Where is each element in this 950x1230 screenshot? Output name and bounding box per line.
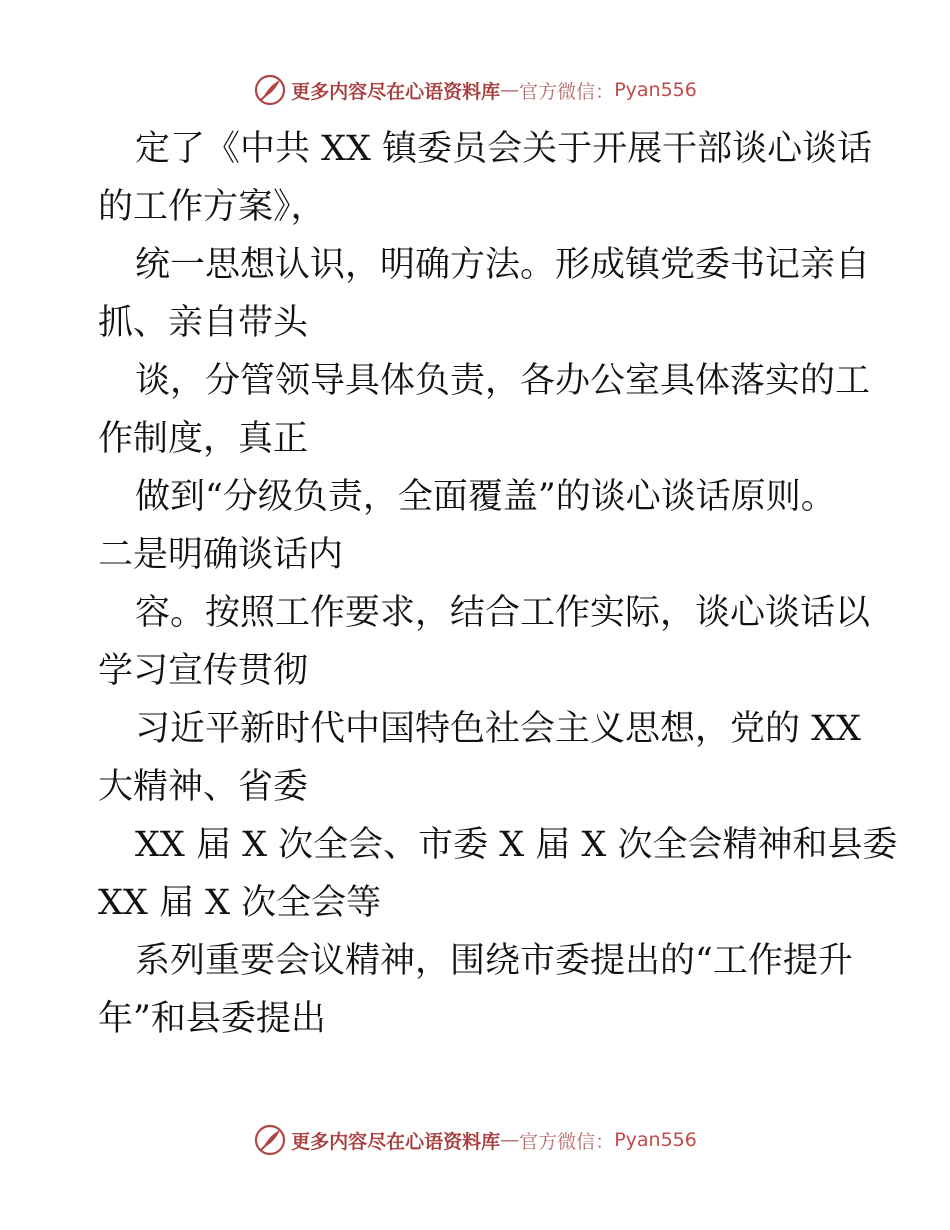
watermark-wechat-id: Pyan556 bbox=[614, 79, 697, 101]
paragraph bbox=[0, 700, 950, 816]
paragraph-line: 作制度，真正 bbox=[98, 419, 309, 459]
paragraph-line: 抓、亲自带头 bbox=[98, 303, 309, 343]
feather-pen-logo-icon bbox=[253, 73, 287, 107]
watermark-separator: — bbox=[500, 79, 520, 101]
paragraph bbox=[0, 352, 950, 468]
paragraph-line: 学习宣传贯彻 bbox=[98, 651, 309, 691]
paragraph bbox=[0, 816, 950, 932]
paragraph-line: XX 届 X 次全会、市委 X 届 X 次全会精神和县委 bbox=[135, 825, 898, 865]
paragraph-line: 二是明确谈话内 bbox=[98, 535, 344, 575]
watermark-separator: — bbox=[500, 1129, 520, 1151]
paragraph-line: 年”和县委提出 bbox=[98, 999, 326, 1039]
document-body bbox=[0, 120, 950, 1048]
footer-watermark bbox=[0, 1120, 950, 1160]
watermark-text: 更多内容尽在心语资料库 bbox=[291, 80, 501, 103]
paragraph-line: 系列重要会议精神，围绕市委提出的“工作提升 bbox=[135, 941, 853, 981]
paragraph-line: 大精神、省委 bbox=[98, 767, 309, 807]
header-watermark bbox=[0, 70, 950, 110]
paragraph-line: 谈，分管领导具体负责，各办公室具体落实的工 bbox=[135, 361, 871, 401]
watermark-wechat-id: Pyan556 bbox=[614, 1129, 697, 1151]
paragraph bbox=[0, 236, 950, 352]
paragraph-line: XX 届 X 次全会等 bbox=[98, 883, 382, 923]
paragraph-line: 定了《中共 XX 镇委员会关于开展干部谈心谈话 bbox=[135, 129, 873, 169]
paragraph bbox=[0, 120, 950, 236]
paragraph bbox=[0, 468, 950, 584]
watermark-label: 官方微信： bbox=[519, 1130, 615, 1153]
paragraph bbox=[0, 584, 950, 700]
paragraph-line: 统一思想认识，明确方法。形成镇党委书记亲自 bbox=[135, 245, 871, 285]
paragraph-line: 的工作方案》， bbox=[98, 187, 326, 227]
watermark-text: 更多内容尽在心语资料库 bbox=[291, 1130, 501, 1153]
paragraph-line: 容。按照工作要求，结合工作实际，谈心谈话以 bbox=[135, 593, 871, 633]
paragraph-line: 习近平新时代中国特色社会主义思想，党的 XX bbox=[135, 709, 861, 749]
feather-pen-logo-icon bbox=[253, 1123, 287, 1157]
watermark-label: 官方微信： bbox=[519, 80, 615, 103]
paragraph-line: 做到“分级负责，全面覆盖”的谈心谈话原则。 bbox=[135, 477, 836, 517]
paragraph bbox=[0, 932, 950, 1048]
